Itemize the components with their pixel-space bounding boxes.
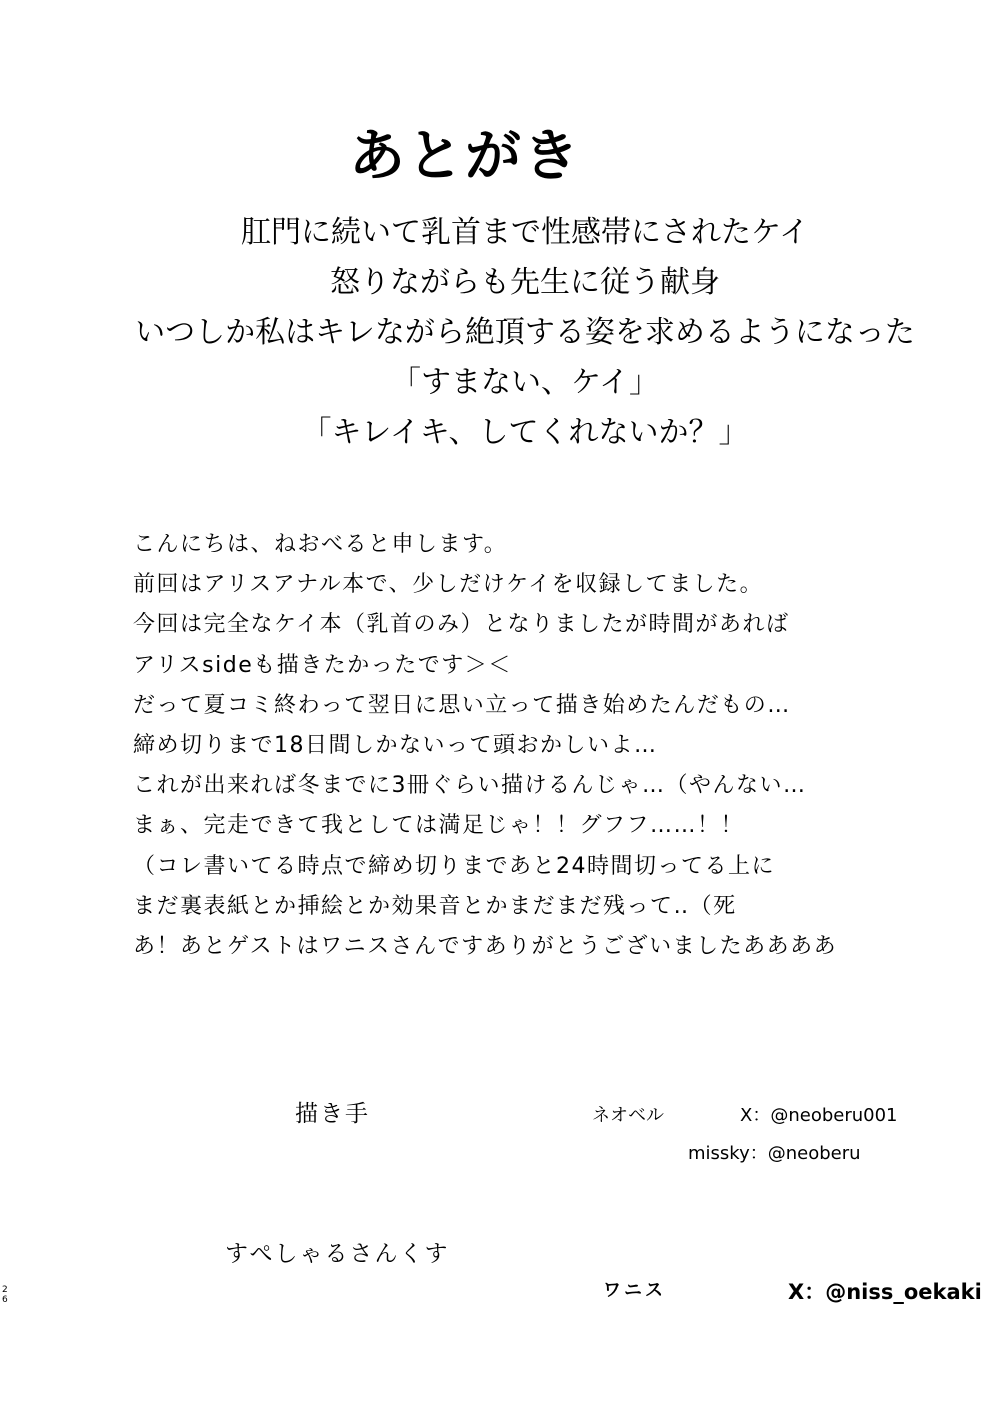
- poem-block: [0, 208, 1000, 458]
- poem-line: 肛門に続いて乳首まで性感帯にされたケイ: [241, 215, 809, 250]
- artist-name: ネオベル: [592, 1105, 664, 1126]
- poem-line: 怒りながらも先生に従う献身: [330, 265, 720, 300]
- body-line: だって夏コミ終わって翌日に思い立って描き始めたんだもの…: [133, 692, 791, 718]
- guest-name: ワニス: [603, 1280, 666, 1301]
- artist-x-handle: X：@neoberu001: [740, 1105, 898, 1126]
- body-line: まだ裏表紙とか挿絵とか効果音とかまだまだ残って‥（死: [133, 893, 737, 919]
- body-line: 締め切りまで18日間しかないって頭おかしいよ…: [133, 732, 658, 758]
- body-line: これが出来れば冬までに3冊ぐらい描けるんじゃ…（やんない…: [133, 773, 807, 799]
- page-title: あとがき: [349, 124, 581, 189]
- page-number: 26: [2, 1285, 8, 1305]
- body-line: まぁ、完走できて我としては満足じゃ！！グフフ……！！: [133, 813, 745, 839]
- body-line: 今回は完全なケイ本（乳首のみ）となりましたが時間があれば: [133, 612, 790, 638]
- poem-line: 「キレイキ、してくれないか？」: [301, 415, 749, 450]
- body-line: あ！あとゲストはワニスさんですありがとうございましたああああ: [133, 933, 838, 959]
- poem-line: 「すまない、ケイ」: [391, 365, 659, 400]
- body-line: （コレ書いてる時点で締め切りまであと24時間切ってる上に: [133, 853, 775, 879]
- body-line: こんにちは、ねおべると申します。: [133, 532, 508, 557]
- afterword-body: [133, 525, 837, 967]
- artist-misskey-handle: missky：@neoberu: [688, 1143, 861, 1164]
- poem-line: いつしか私はキレながら絶頂する姿を求めるようになった: [135, 315, 915, 350]
- body-line: アリスsideも描きたかったです＞＜: [133, 652, 512, 678]
- body-line: 前回はアリスアナル本で、少しだけケイを収録してました。: [133, 572, 764, 598]
- artist-label: 描き手: [295, 1101, 370, 1127]
- guest-x-handle: X：@niss_oekaki: [788, 1280, 982, 1304]
- special-thanks-label: すぺしゃるさんくす: [225, 1241, 450, 1267]
